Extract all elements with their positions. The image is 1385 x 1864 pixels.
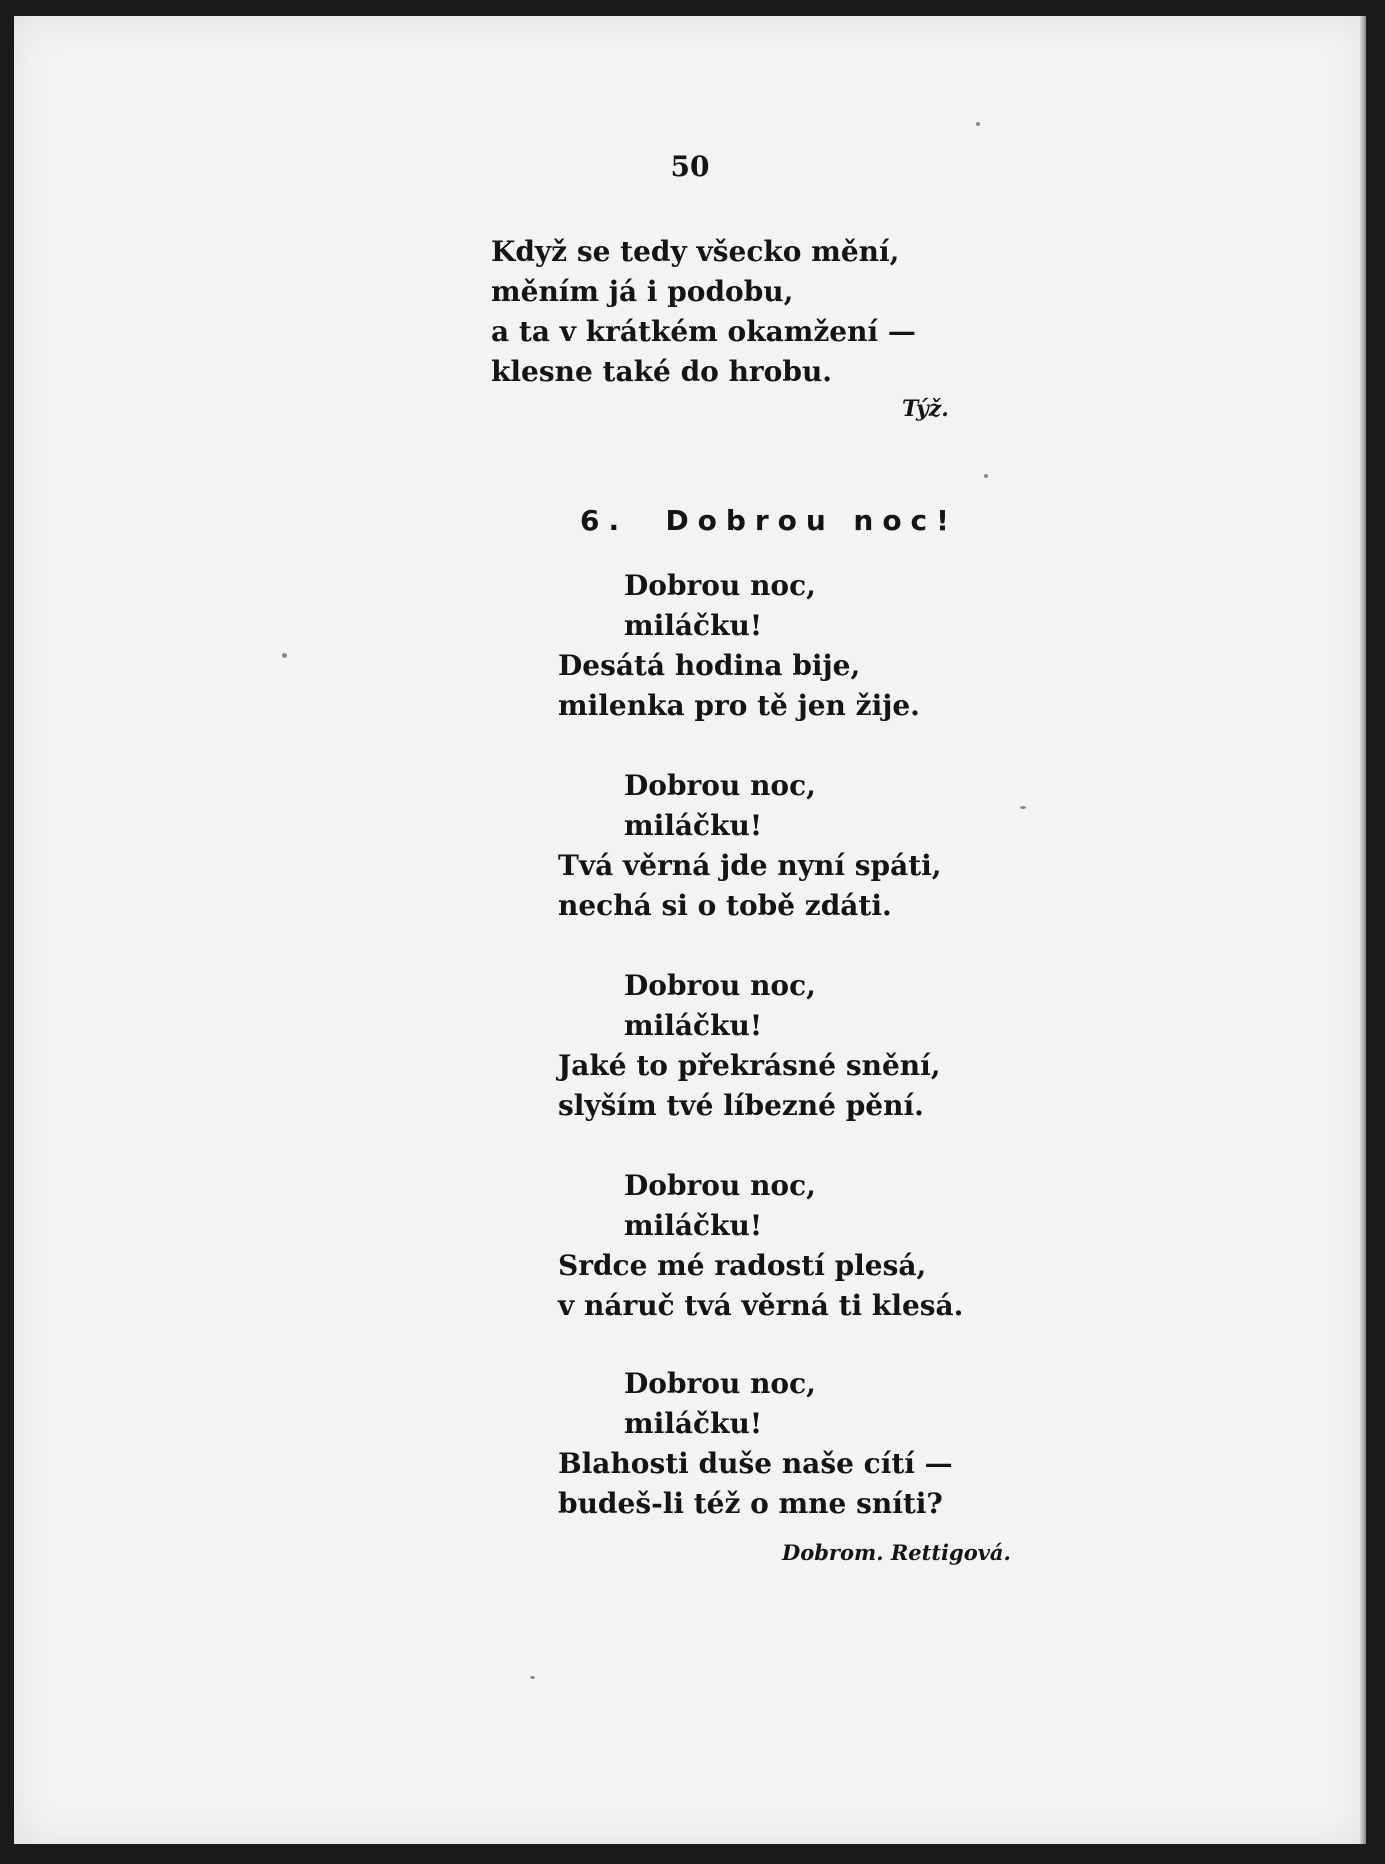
verse-line: miláčku!	[624, 609, 763, 642]
verse-line: Dobrou noc,	[624, 769, 816, 802]
first-poem-stanza	[491, 232, 916, 392]
verse-line: Srdce mé radostí plesá,	[558, 1249, 927, 1282]
second-poem-signature: Dobrom. Rettigová.	[782, 1540, 1011, 1565]
verse-line: Blahosti duše naše cítí —	[558, 1447, 953, 1480]
scan-speck	[530, 1676, 535, 1679]
scan-speck	[282, 653, 287, 658]
verse-line: měním já i podobu,	[491, 275, 794, 308]
first-poem-signature: Týž.	[902, 396, 949, 422]
stanza-1	[558, 566, 920, 726]
stanza-5	[558, 1364, 953, 1524]
poem-title-text: Dobrou noc!	[665, 504, 958, 537]
verse-line: miláčku!	[624, 1009, 763, 1042]
stanza-4	[558, 1166, 963, 1326]
verse-line: miláčku!	[624, 1209, 763, 1242]
verse-line: Dobrou noc,	[624, 969, 816, 1002]
scan-speck	[976, 122, 980, 126]
poem-number: 6.	[580, 504, 629, 537]
verse-line: Dobrou noc,	[624, 1169, 816, 1202]
verse-line: Jaké to překrásné snění,	[558, 1049, 941, 1082]
scan-speck	[1020, 806, 1026, 809]
verse-line: Tvá věrná jde nyní spáti,	[558, 849, 942, 882]
verse-line: miláčku!	[624, 809, 763, 842]
stanza-2	[558, 766, 942, 926]
verse-line: budeš-li též o mne sníti?	[558, 1487, 943, 1520]
verse-line: Dobrou noc,	[624, 569, 816, 602]
verse-line: v náruč tvá věrná ti klesá.	[558, 1289, 964, 1322]
verse-line: milenka pro tě jen žije.	[558, 689, 920, 722]
verse-line: a ta v krátkém okamžení —	[491, 315, 916, 348]
page-number: 50	[670, 150, 710, 183]
verse-line: miláčku!	[624, 1407, 763, 1440]
book-page	[14, 16, 1366, 1844]
verse-line: klesne také do hrobu.	[491, 355, 833, 388]
stanza-3	[558, 966, 941, 1126]
verse-line: slyším tvé líbezné pění.	[558, 1089, 924, 1122]
verse-line: Když se tedy všecko mění,	[491, 235, 900, 268]
verse-line: Dobrou noc,	[624, 1367, 816, 1400]
page-edge-shadow	[1360, 16, 1366, 1844]
scan-speck	[984, 474, 988, 478]
poem-title	[580, 504, 958, 537]
verse-line: Desátá hodina bije,	[558, 649, 861, 682]
verse-line: nechá si o tobě zdáti.	[558, 889, 892, 922]
